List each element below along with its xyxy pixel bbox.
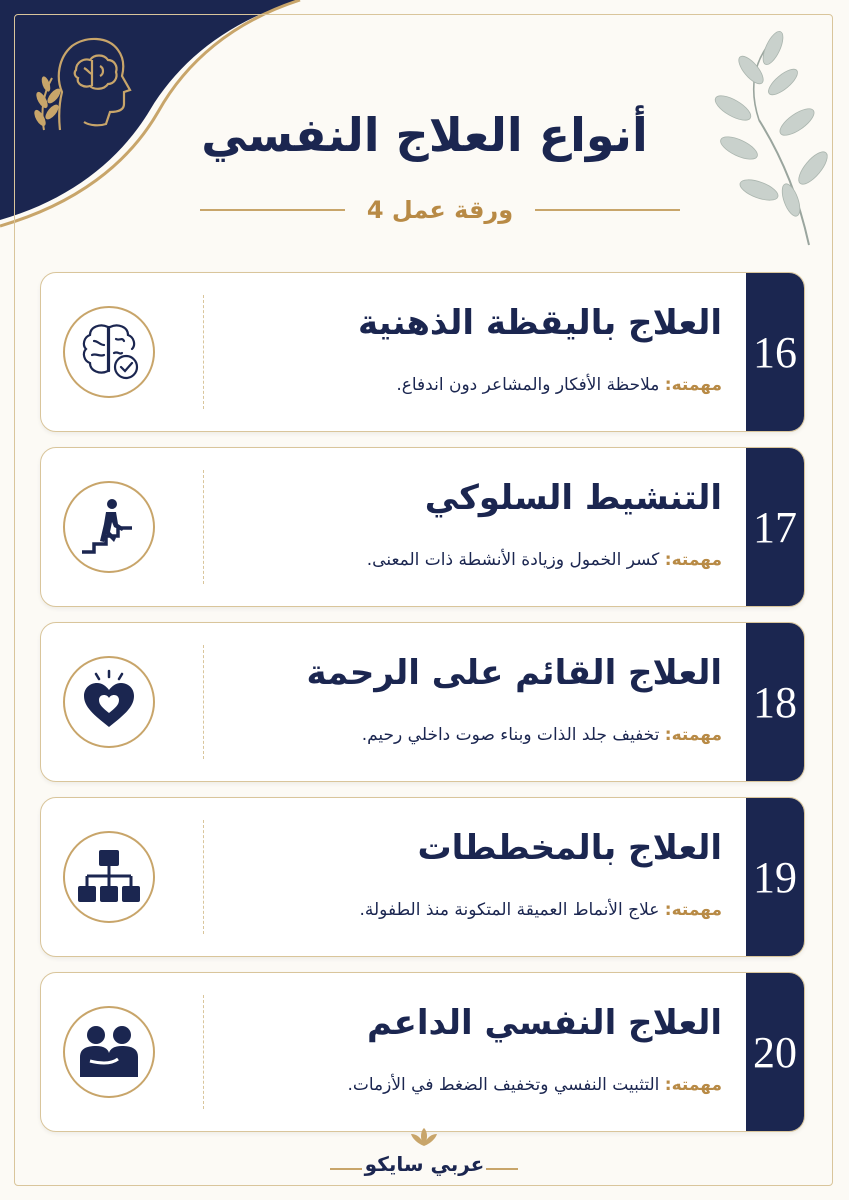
- heart-icon: [76, 669, 142, 735]
- card-description: [202, 725, 722, 745]
- therapy-card-18: [40, 622, 805, 782]
- brain-check-icon: [76, 319, 142, 385]
- subtitle-row: [200, 190, 680, 230]
- icon-circle: [63, 1006, 155, 1098]
- card-number: 16: [746, 273, 804, 431]
- card-title: التنشيط السلوكي: [424, 478, 722, 518]
- therapy-card-16: [40, 272, 805, 432]
- card-number: 18: [746, 623, 804, 781]
- therapy-card-20: [40, 972, 805, 1132]
- card-description: [202, 375, 722, 395]
- card-number: 20: [746, 973, 804, 1131]
- card-divider: [203, 470, 204, 584]
- icon-circle: [63, 306, 155, 398]
- card-divider: [203, 820, 204, 934]
- task-label: مهمته:: [664, 725, 722, 745]
- task-text: ملاحظة الأفكار والمشاعر دون اندفاع.: [396, 375, 660, 395]
- task-text: علاج الأنماط العميقة المتكونة منذ الطفولة.: [359, 900, 660, 920]
- card-description: [202, 900, 722, 920]
- task-text: التثبيت النفسي وتخفيف الضغط في الأزمات.: [347, 1075, 660, 1095]
- task-text: كسر الخمول وزيادة الأنشطة ذات المعنى.: [366, 550, 660, 570]
- footer-brand: عربي سايكو: [364, 1152, 485, 1176]
- card-title: العلاج بالمخططات: [417, 828, 722, 868]
- page-subtitle: ورقة عمل 4: [366, 196, 514, 224]
- subtitle-divider-right: [535, 209, 680, 211]
- subtitle-divider-left: [200, 209, 345, 211]
- card-divider: [203, 295, 204, 409]
- hierarchy-chart-icon: [76, 844, 142, 910]
- card-description: [202, 550, 722, 570]
- card-title: العلاج النفسي الداعم: [367, 1003, 722, 1043]
- card-number: 19: [746, 798, 804, 956]
- therapy-card-19: [40, 797, 805, 957]
- card-number: 17: [746, 448, 804, 606]
- icon-circle: [63, 656, 155, 748]
- therapy-card-17: [40, 447, 805, 607]
- task-label: مهمته:: [664, 375, 722, 395]
- card-title: العلاج القائم على الرحمة: [306, 653, 722, 693]
- card-description: [202, 1075, 722, 1095]
- page-title: أنواع العلاج النفسي: [201, 108, 648, 162]
- supporting-people-icon: [76, 1019, 142, 1085]
- card-title: العلاج باليقظة الذهنية: [357, 303, 722, 343]
- task-text: تخفيف جلد الذات وبناء صوت داخلي رحيم.: [361, 725, 660, 745]
- card-divider: [203, 645, 204, 759]
- lotus-icon: [409, 1126, 439, 1148]
- person-climbing-stairs-icon: [76, 494, 142, 560]
- icon-circle: [63, 481, 155, 573]
- task-label: مهمته:: [664, 550, 722, 570]
- task-label: مهمته:: [664, 1075, 722, 1095]
- card-divider: [203, 995, 204, 1109]
- icon-circle: [63, 831, 155, 923]
- task-label: مهمته:: [664, 900, 722, 920]
